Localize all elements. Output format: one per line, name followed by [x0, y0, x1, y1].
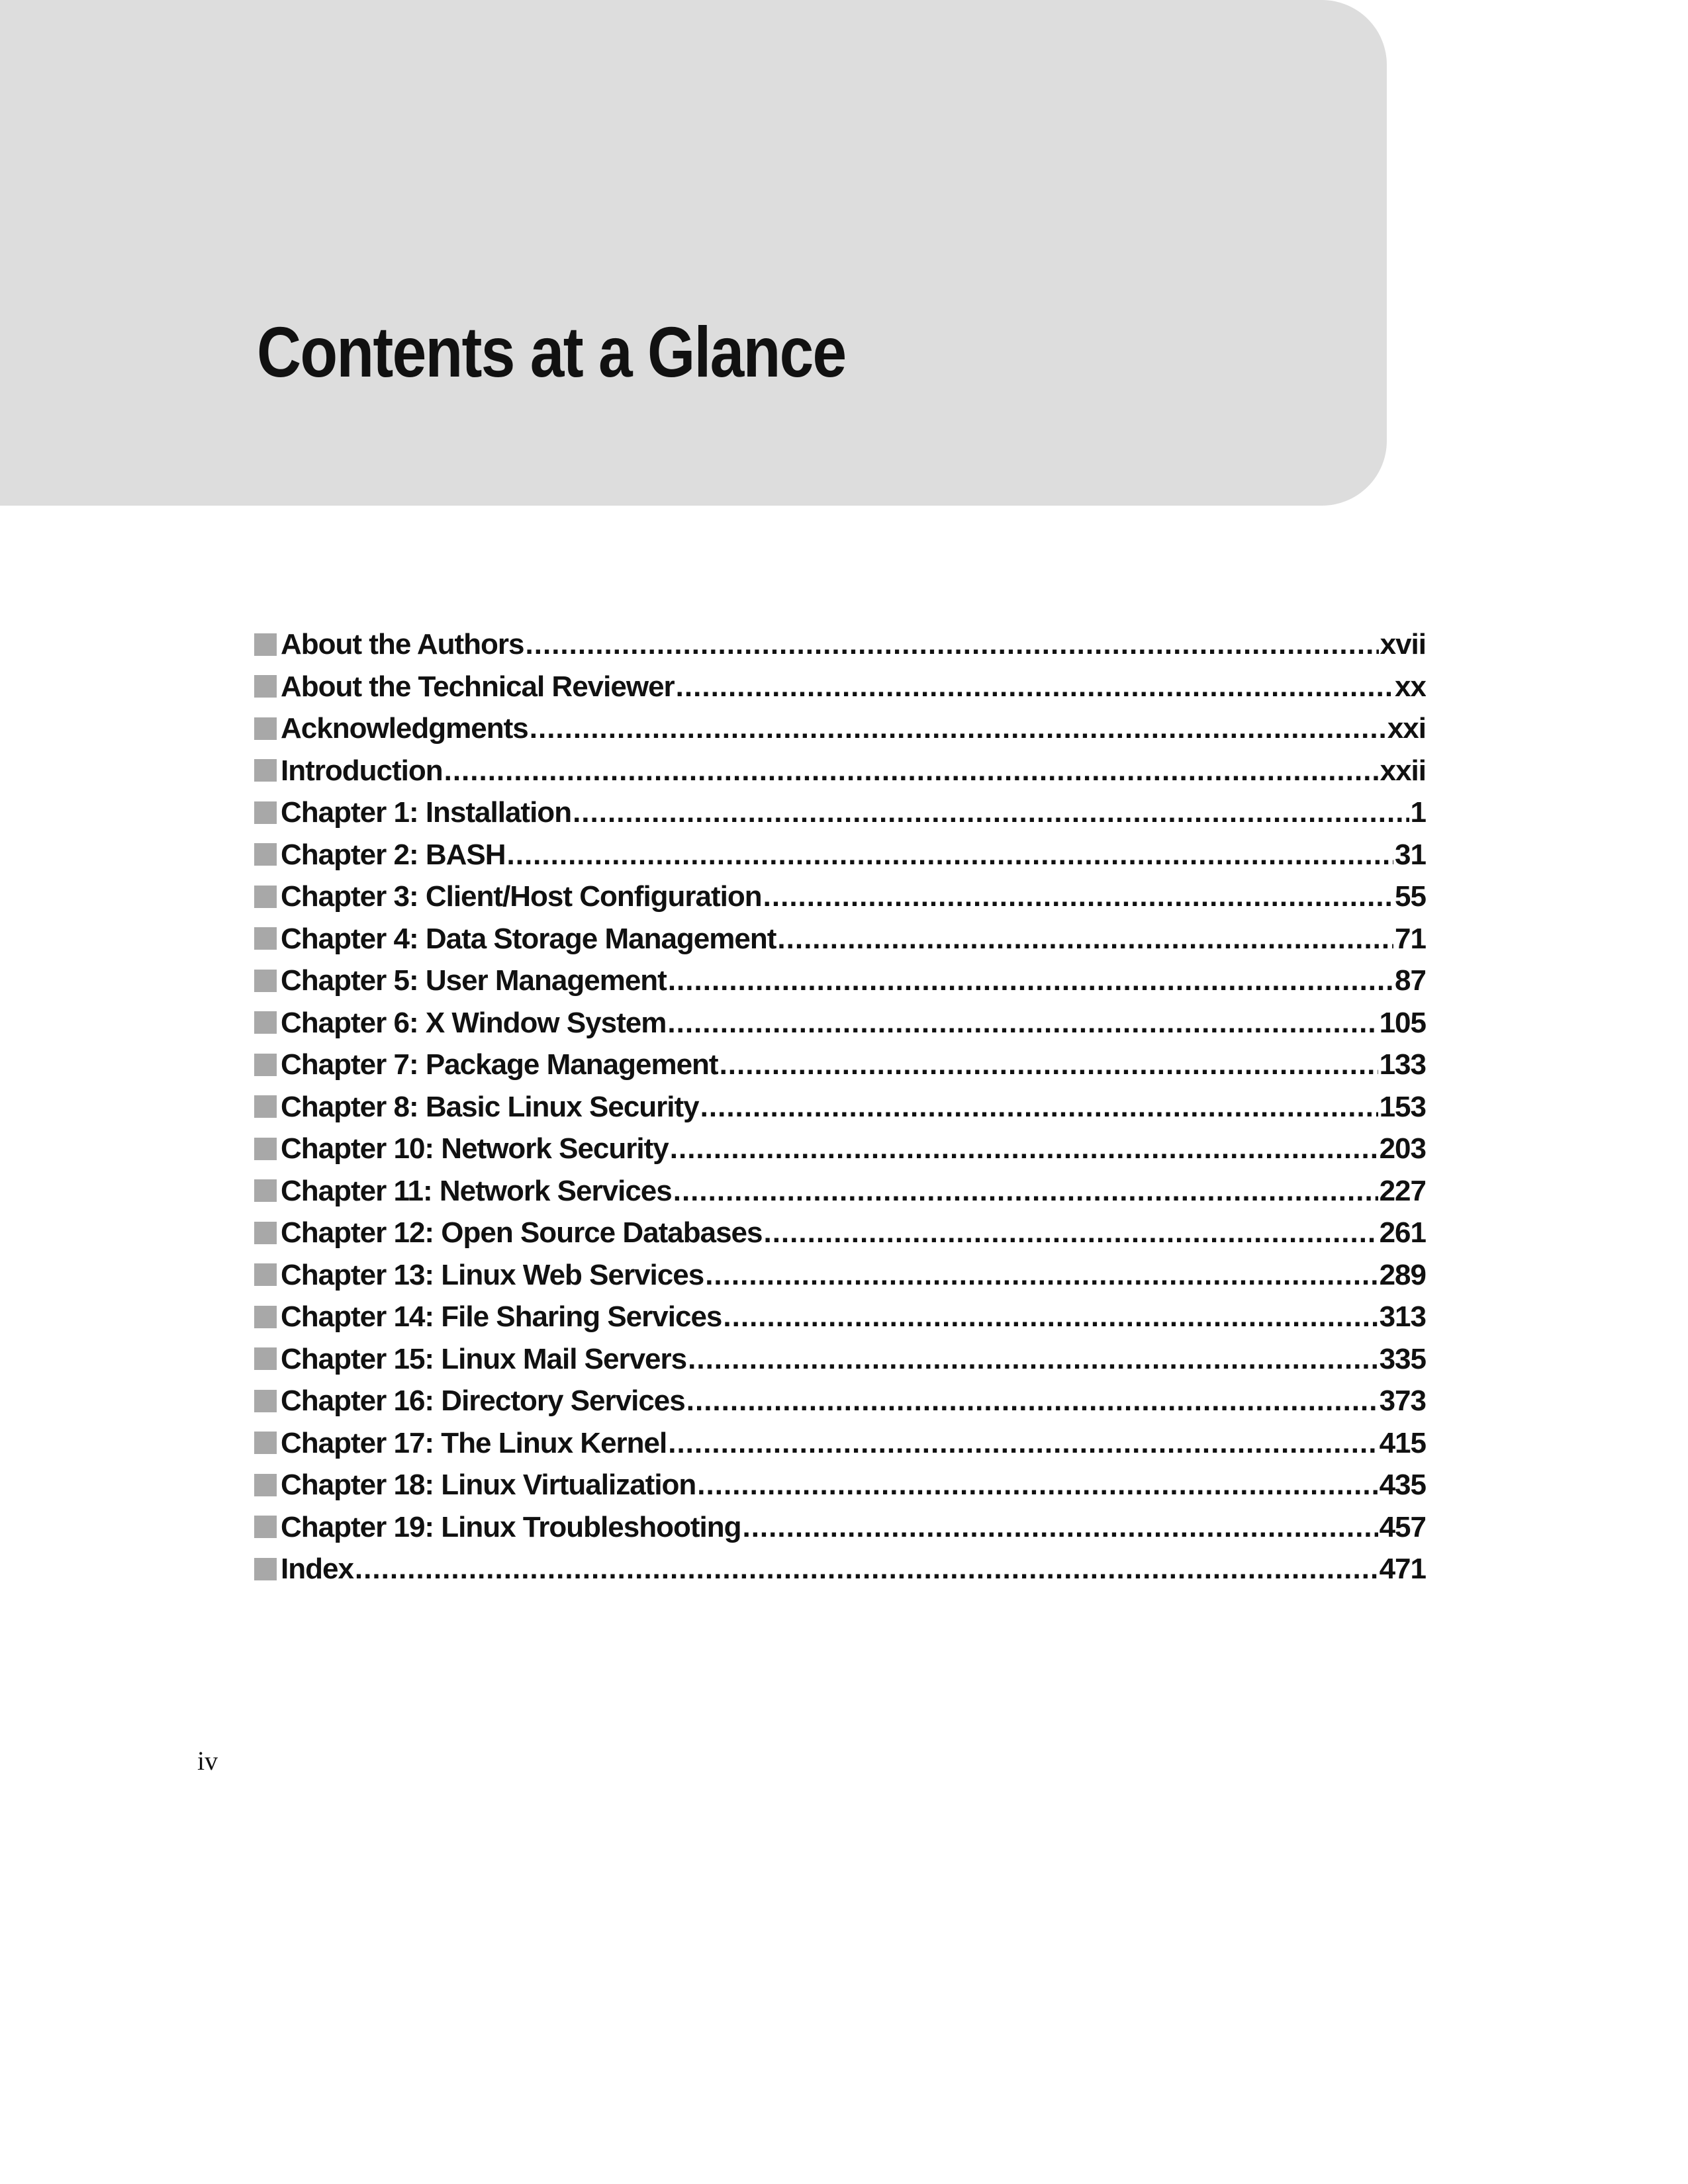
dot-leader	[763, 1212, 1378, 1254]
toc-item[interactable]	[254, 960, 1426, 1002]
toc-item[interactable]	[254, 750, 1426, 792]
dot-leader	[688, 1338, 1378, 1381]
dot-leader	[700, 1086, 1378, 1128]
toc-item-label: About the Authors	[281, 628, 524, 660]
square-bullet-icon	[254, 1558, 277, 1580]
square-bullet-icon	[254, 633, 277, 656]
toc-item[interactable]	[254, 623, 1426, 666]
toc-item-label: Chapter 18: Linux Virtualization	[281, 1469, 696, 1501]
dot-leader	[763, 876, 1393, 918]
toc-item-page: 313	[1379, 1300, 1426, 1333]
dot-leader	[507, 834, 1394, 876]
dot-leader	[530, 707, 1386, 750]
toc-item-label: Chapter 12: Open Source Databases	[281, 1216, 763, 1249]
toc-item[interactable]	[254, 1254, 1426, 1297]
dot-leader	[355, 1548, 1378, 1590]
toc-item[interactable]	[254, 1086, 1426, 1128]
toc-item[interactable]	[254, 1380, 1426, 1422]
square-bullet-icon	[254, 759, 277, 782]
toc-item-label: Chapter 15: Linux Mail Servers	[281, 1342, 687, 1375]
dot-leader	[670, 1128, 1378, 1170]
toc-item-label: Chapter 6: X Window System	[281, 1006, 667, 1039]
toc-item-label: Chapter 11: Network Services	[281, 1174, 672, 1207]
toc-item-label: Chapter 2: BASH	[281, 838, 506, 871]
toc-item-label: Introduction	[281, 754, 443, 787]
square-bullet-icon	[254, 1054, 277, 1076]
toc-item-page: 261	[1379, 1216, 1426, 1249]
square-bullet-icon	[254, 1432, 277, 1454]
dot-leader	[673, 1170, 1378, 1212]
toc-item-label: Chapter 10: Network Security	[281, 1132, 669, 1165]
dot-leader	[668, 960, 1393, 1002]
square-bullet-icon	[254, 927, 277, 950]
toc-item-label: Chapter 8: Basic Linux Security	[281, 1090, 699, 1123]
toc-item[interactable]	[254, 666, 1426, 708]
toc-item[interactable]	[254, 1002, 1426, 1044]
toc-item-page: 105	[1379, 1006, 1426, 1039]
page-number: iv	[197, 1746, 218, 1776]
toc-item-page: 133	[1379, 1048, 1426, 1081]
toc-item-page: 457	[1379, 1510, 1426, 1543]
table-of-contents	[254, 623, 1426, 1590]
toc-item[interactable]	[254, 1170, 1426, 1212]
dot-leader	[705, 1254, 1378, 1297]
dot-leader	[686, 1380, 1378, 1422]
toc-item-label: Acknowledgments	[281, 712, 528, 745]
toc-item-page: 71	[1395, 922, 1426, 955]
toc-item[interactable]	[254, 1044, 1426, 1086]
square-bullet-icon	[254, 1138, 277, 1160]
dot-leader	[573, 792, 1409, 834]
toc-item[interactable]	[254, 1296, 1426, 1338]
toc-item-label: Chapter 3: Client/Host Configuration	[281, 880, 762, 913]
dot-leader	[444, 750, 1379, 792]
dot-leader	[723, 1296, 1378, 1338]
dot-leader	[777, 918, 1393, 960]
toc-item-label: Chapter 5: User Management	[281, 964, 667, 997]
toc-item[interactable]	[254, 1128, 1426, 1170]
toc-item[interactable]	[254, 834, 1426, 876]
square-bullet-icon	[254, 1095, 277, 1118]
dot-leader	[720, 1044, 1378, 1086]
square-bullet-icon	[254, 843, 277, 866]
dot-leader	[742, 1506, 1378, 1549]
toc-item-page: xxi	[1387, 712, 1426, 745]
toc-item-page: 203	[1379, 1132, 1426, 1165]
toc-item-label: Chapter 16: Directory Services	[281, 1385, 685, 1417]
toc-item-page: 227	[1379, 1174, 1426, 1207]
square-bullet-icon	[254, 1390, 277, 1412]
page-title: Contents at a Glance	[257, 312, 846, 392]
toc-item-page: 55	[1395, 880, 1426, 913]
toc-item-page: xxii	[1380, 754, 1426, 787]
toc-item-page: 471	[1379, 1553, 1426, 1585]
toc-item[interactable]	[254, 1422, 1426, 1465]
toc-item-page: 435	[1379, 1469, 1426, 1501]
square-bullet-icon	[254, 970, 277, 992]
header-panel	[0, 0, 1387, 506]
square-bullet-icon	[254, 886, 277, 908]
toc-item[interactable]	[254, 1506, 1426, 1549]
toc-item-page: 335	[1379, 1342, 1426, 1375]
square-bullet-icon	[254, 1011, 277, 1034]
toc-item-page: 289	[1379, 1258, 1426, 1291]
toc-item-page: 415	[1379, 1426, 1426, 1459]
dot-leader	[697, 1464, 1378, 1506]
toc-item-label: Chapter 4: Data Storage Management	[281, 922, 776, 955]
toc-item-label: Chapter 7: Package Management	[281, 1048, 718, 1081]
toc-item-page: 153	[1379, 1090, 1426, 1123]
toc-item[interactable]	[254, 707, 1426, 750]
toc-item[interactable]	[254, 1548, 1426, 1590]
square-bullet-icon	[254, 1306, 277, 1328]
square-bullet-icon	[254, 1516, 277, 1538]
square-bullet-icon	[254, 675, 277, 698]
square-bullet-icon	[254, 1474, 277, 1496]
square-bullet-icon	[254, 801, 277, 824]
toc-item[interactable]	[254, 792, 1426, 834]
toc-item-label: Chapter 19: Linux Troubleshooting	[281, 1510, 741, 1543]
dot-leader	[526, 623, 1379, 666]
toc-item[interactable]	[254, 876, 1426, 918]
toc-item-page: 1	[1410, 796, 1426, 829]
toc-item-label: Chapter 14: File Sharing Services	[281, 1300, 722, 1333]
toc-item-label: Chapter 1: Installation	[281, 796, 572, 829]
toc-item-label: About the Technical Reviewer	[281, 670, 675, 703]
toc-item-label: Chapter 17: The Linux Kernel	[281, 1426, 667, 1459]
toc-item[interactable]	[254, 918, 1426, 960]
toc-item[interactable]	[254, 1464, 1426, 1506]
dot-leader	[667, 1002, 1378, 1044]
toc-item[interactable]	[254, 1212, 1426, 1254]
toc-item-label: Chapter 13: Linux Web Services	[281, 1258, 704, 1291]
toc-item-page: 31	[1395, 838, 1426, 871]
square-bullet-icon	[254, 1263, 277, 1286]
toc-item-page: 87	[1395, 964, 1426, 997]
dot-leader	[676, 666, 1393, 708]
toc-item[interactable]	[254, 1338, 1426, 1381]
toc-item-label: Index	[281, 1553, 353, 1585]
dot-leader	[668, 1422, 1378, 1465]
toc-item-page: xvii	[1380, 628, 1426, 660]
square-bullet-icon	[254, 1347, 277, 1370]
toc-item-page: xx	[1395, 670, 1426, 703]
square-bullet-icon	[254, 717, 277, 740]
toc-item-page: 373	[1379, 1385, 1426, 1417]
square-bullet-icon	[254, 1179, 277, 1202]
square-bullet-icon	[254, 1222, 277, 1244]
